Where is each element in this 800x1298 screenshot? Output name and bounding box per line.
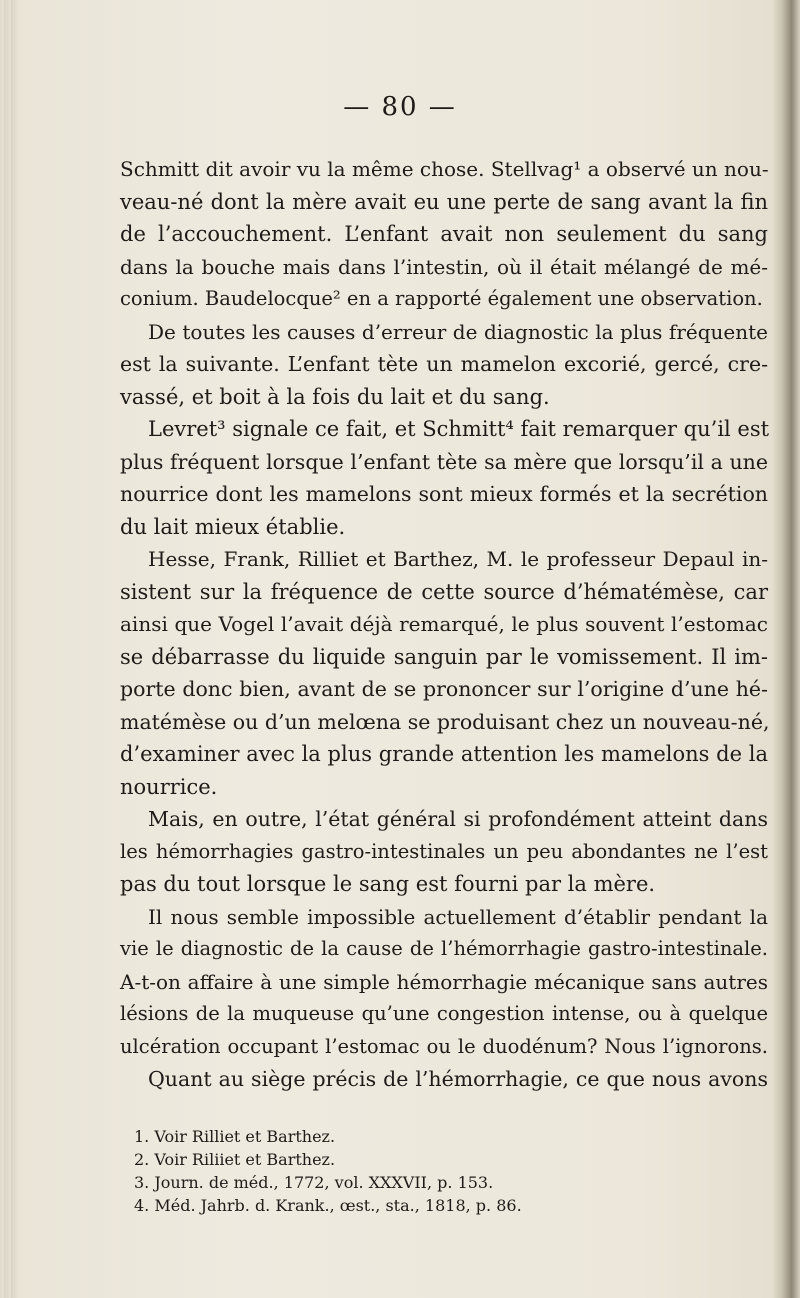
text-line: matémèse ou d’un melœna se produisant chez un nouveau-né, xyxy=(120,709,770,734)
footnotes xyxy=(134,1125,734,1217)
text-line: dans la bouche mais dans l’intestin, où il était mélangé de mé- xyxy=(120,254,768,279)
footnote: 4. Méd. Jahrb. d. Krank., œst., sta., 1818, p. 86. xyxy=(134,1196,522,1215)
text-line: nourrice. xyxy=(120,774,218,799)
text-line: conium. Baudelocque² en a rapporté également une observation. xyxy=(120,287,763,310)
text-line: Il nous semble impossible actuellement d’établir pendant la xyxy=(148,904,768,929)
text-line: Hesse, Frank, Rilliet et Barthez, M. le professeur Depaul in- xyxy=(148,547,768,571)
text-line: ulcération occupant l’estomac ou le duodénum? Nous l’ignorons. xyxy=(120,1034,768,1058)
text-line: vie le diagnostic de la cause de l’hémorrhagie gastro-intestinale. xyxy=(120,937,768,960)
text-line: d’examiner avec la plus grande attention les mamelons de la xyxy=(120,742,768,766)
text-line: de l’accouchement. L’enfant avait non seulement du sang xyxy=(120,222,768,246)
text-line: Schmitt dit avoir vu la même chose. Stellvag¹ a observé un nou- xyxy=(120,157,769,181)
text-line: est la suivante. L’enfant tète un mamelon excorié, gercé, cre- xyxy=(120,352,768,376)
text-line: lésions de la muqueuse qu’une congestion intense, ou à quelque xyxy=(120,1002,768,1025)
text-line: ainsi que Vogel l’avait déjà remarqué, le plus souvent l’estomac xyxy=(120,612,768,636)
text-line: les hémorrhagies gastro-intestinales un peu abondantes ne l’est xyxy=(120,839,768,863)
text-line: A-t-on affaire à une simple hémorrhagie mécanique sans autres xyxy=(120,969,768,994)
page-binding-edge xyxy=(0,0,18,1298)
page-outer-edge xyxy=(772,0,800,1298)
text-line: Levret³ signale ce fait, et Schmitt⁴ fait remarquer qu’il est xyxy=(148,417,770,441)
text-line: Mais, en outre, l’état général si profondément atteint dans xyxy=(148,807,768,831)
text-line: sistent sur la fréquence de cette source d’hématémèse, car xyxy=(120,579,768,604)
text-line: pas du tout lorsque le sang est fourni par la mère. xyxy=(120,872,656,896)
text-line: De toutes les causes d’erreur de diagnostic la plus fréquente xyxy=(148,319,768,344)
footnote: 3. Journ. de méd., 1772, vol. XXXVII, p. 153. xyxy=(134,1173,494,1192)
text-line: plus fréquent lorsque l’enfant tète sa mère que lorsqu’il a une xyxy=(120,449,768,474)
text-line: du lait mieux établie. xyxy=(120,514,346,539)
text-line: Quant au siège précis de l’hémorrhagie, ce que nous avons xyxy=(148,1067,768,1091)
text-line: porte donc bien, avant de se prononcer sur l’origine d’une hé- xyxy=(120,677,768,701)
text-line: se débarrasse du liquide sanguin par le vomissement. Il im- xyxy=(120,644,768,669)
text-line: veau-né dont la mère avait eu une perte de sang avant la fin xyxy=(120,189,768,214)
body-text xyxy=(120,153,768,1096)
text-line: vassé, et boit à la fois du lait et du sang. xyxy=(120,384,550,409)
page-number: — 80 — xyxy=(343,92,457,122)
footnote: 1. Voir Rilliet et Barthez. xyxy=(134,1127,336,1146)
text-line: nourrice dont les mamelons sont mieux formés et la secrétion xyxy=(120,482,768,506)
footnote: 2. Voir Riliiet et Barthez. xyxy=(134,1150,336,1169)
